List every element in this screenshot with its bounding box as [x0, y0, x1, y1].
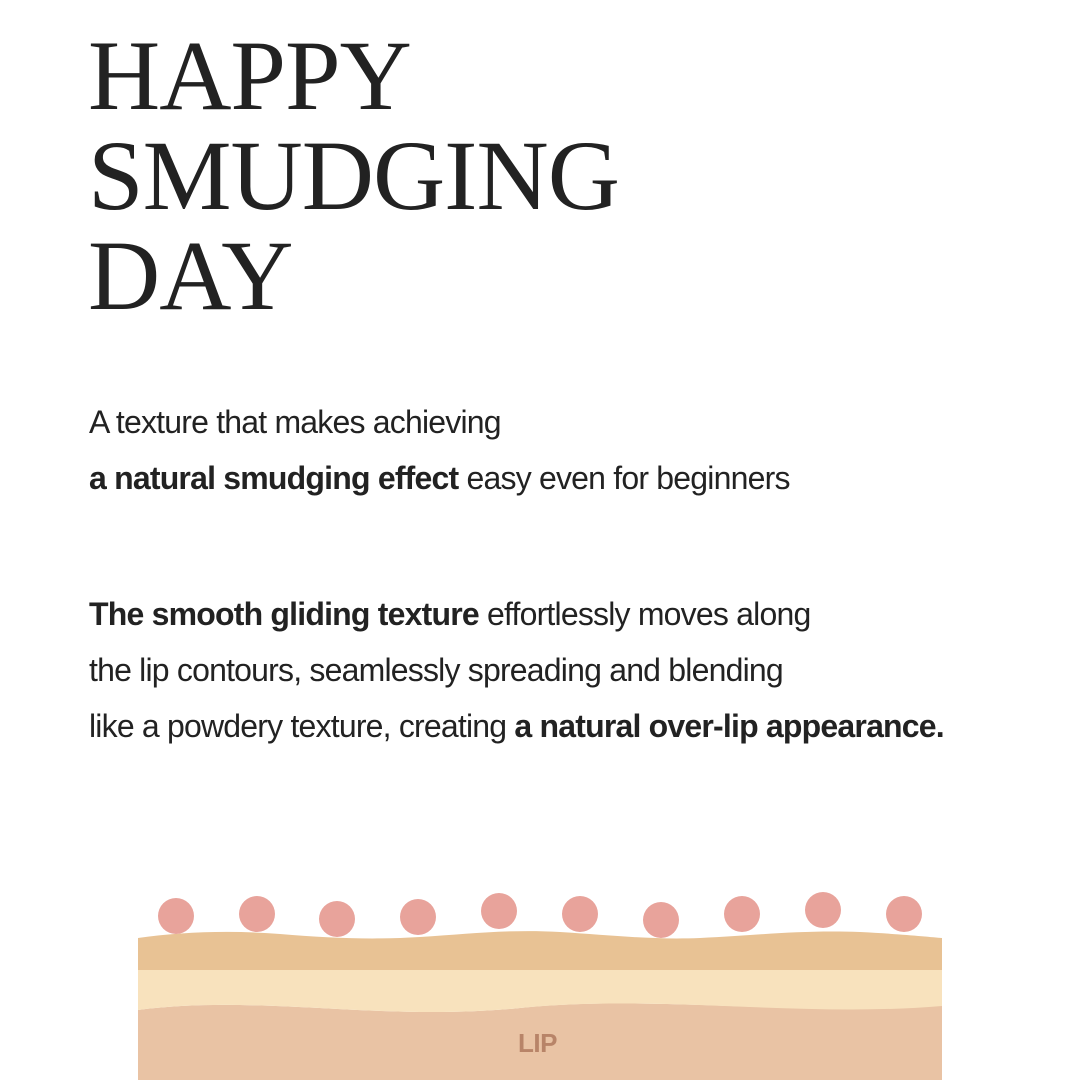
- intro-line-2-text: easy even for beginners: [458, 460, 790, 496]
- body-emphasis-1: The smooth gliding texture: [89, 596, 479, 632]
- pigment-particle: [886, 896, 922, 932]
- headline-line-3: DAY: [88, 220, 293, 331]
- pigment-particle: [239, 896, 275, 932]
- headline: [88, 20, 619, 331]
- body-line-3-text: like a powdery texture, creating: [89, 708, 515, 744]
- headline-line-1: HAPPY: [88, 20, 411, 131]
- body-line-1-text: effortlessly moves along: [478, 596, 811, 632]
- body-line-2: the lip contours, seamlessly spreading and blending: [89, 652, 783, 688]
- pigment-particle: [724, 896, 760, 932]
- pigment-particle: [481, 893, 517, 929]
- pigment-particle: [805, 892, 841, 928]
- pigment-particle: [562, 896, 598, 932]
- intro-emphasis: a natural smudging effect: [89, 460, 459, 496]
- intro-paragraph: [89, 394, 790, 506]
- headline-line-2: SMUDGING: [88, 120, 619, 231]
- intro-line-2: [89, 450, 790, 506]
- body-line-1: [89, 586, 944, 642]
- body-line-3: [89, 698, 944, 754]
- top-texture-layer: [138, 931, 942, 970]
- pigment-particles: [158, 892, 922, 938]
- lip-label: LIP: [518, 1028, 557, 1058]
- pigment-particle: [319, 901, 355, 937]
- pigment-particle: [400, 899, 436, 935]
- intro-line-1: A texture that makes achieving: [89, 404, 501, 440]
- body-emphasis-2: a natural over-lip appearance.: [514, 708, 944, 744]
- pigment-particle: [158, 898, 194, 934]
- pigment-particle: [643, 902, 679, 938]
- body-paragraph: [89, 586, 944, 754]
